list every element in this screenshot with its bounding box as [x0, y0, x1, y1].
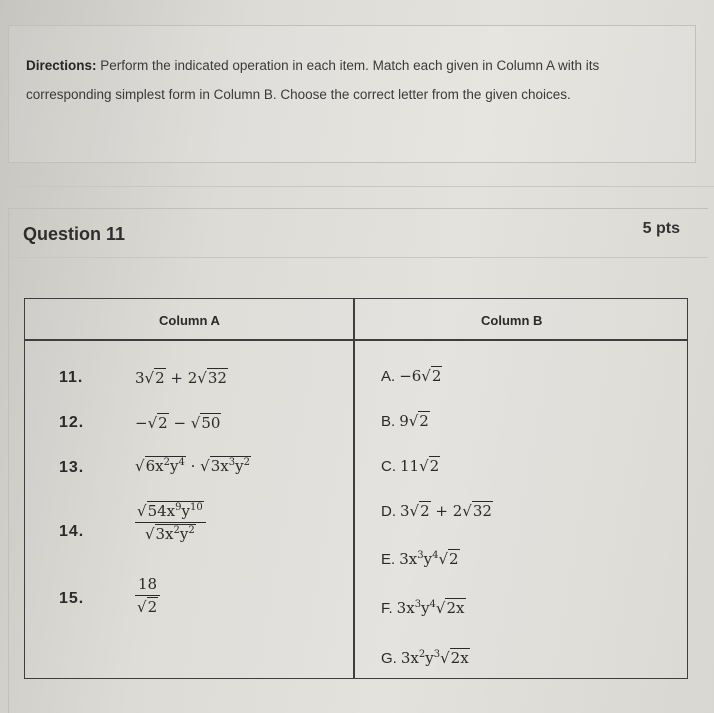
choice-d-letter: D. [381, 503, 396, 520]
header-divider [25, 339, 687, 341]
item-expression-15: $\frac{18}{√2}$ [135, 575, 160, 616]
choice-e-letter: E. [381, 551, 396, 568]
directions-body: Perform the indicated operation in each item. Match each given in Column A with its corresponding simplest form in Column B. Choose the correct letter from the given choices. [26, 58, 600, 102]
choice-g: G. $3x^2y^3√2x$ [381, 649, 469, 667]
choice-b-letter: B. [381, 413, 396, 430]
directions-label: Directions: [26, 58, 97, 73]
choice-c: C. 11√2 [381, 457, 440, 475]
choice-g-letter: G. [381, 650, 397, 667]
question-points: 5 pts [642, 220, 680, 237]
directions-text [26, 51, 678, 109]
choice-a: A. −6√2 [381, 367, 442, 385]
choice-e: E. $3x^3y^4√2$ [381, 550, 459, 568]
choice-c-letter: C. [381, 458, 396, 475]
item-number-11: 11. [59, 369, 84, 386]
divider [0, 186, 714, 187]
choice-d: D. 3√2 + 2√32 [381, 502, 492, 520]
item-number-13: 13. [59, 459, 85, 476]
item-number-15: 15. [59, 590, 85, 607]
column-divider [353, 299, 355, 678]
item-number-14: 14. [59, 523, 85, 540]
item-number-12: 12. [59, 414, 85, 431]
choice-f-letter: F. [381, 600, 393, 617]
item-expression-13: $√6x^2y^4 \cdot √3x^3y^2$ [135, 457, 250, 475]
column-b-header: Column B [481, 313, 543, 328]
column-a-header: Column A [159, 313, 220, 328]
choice-a-letter: A. [381, 368, 396, 385]
question-header [9, 209, 708, 258]
item-expression-14: $\frac{√54x^9y^{10}}{√3x^2y^2}$ [135, 502, 206, 543]
question-title: Question 11 [23, 224, 126, 244]
matching-table [24, 298, 688, 679]
item-expression-11: 3√2 + 2√32 [135, 369, 227, 387]
choice-b: B. 9√2 [381, 412, 429, 430]
choice-f: F. $3x^3y^4√2x$ [381, 599, 465, 617]
directions-box [8, 25, 696, 163]
item-expression-12: −√2 − √50 [135, 414, 221, 432]
